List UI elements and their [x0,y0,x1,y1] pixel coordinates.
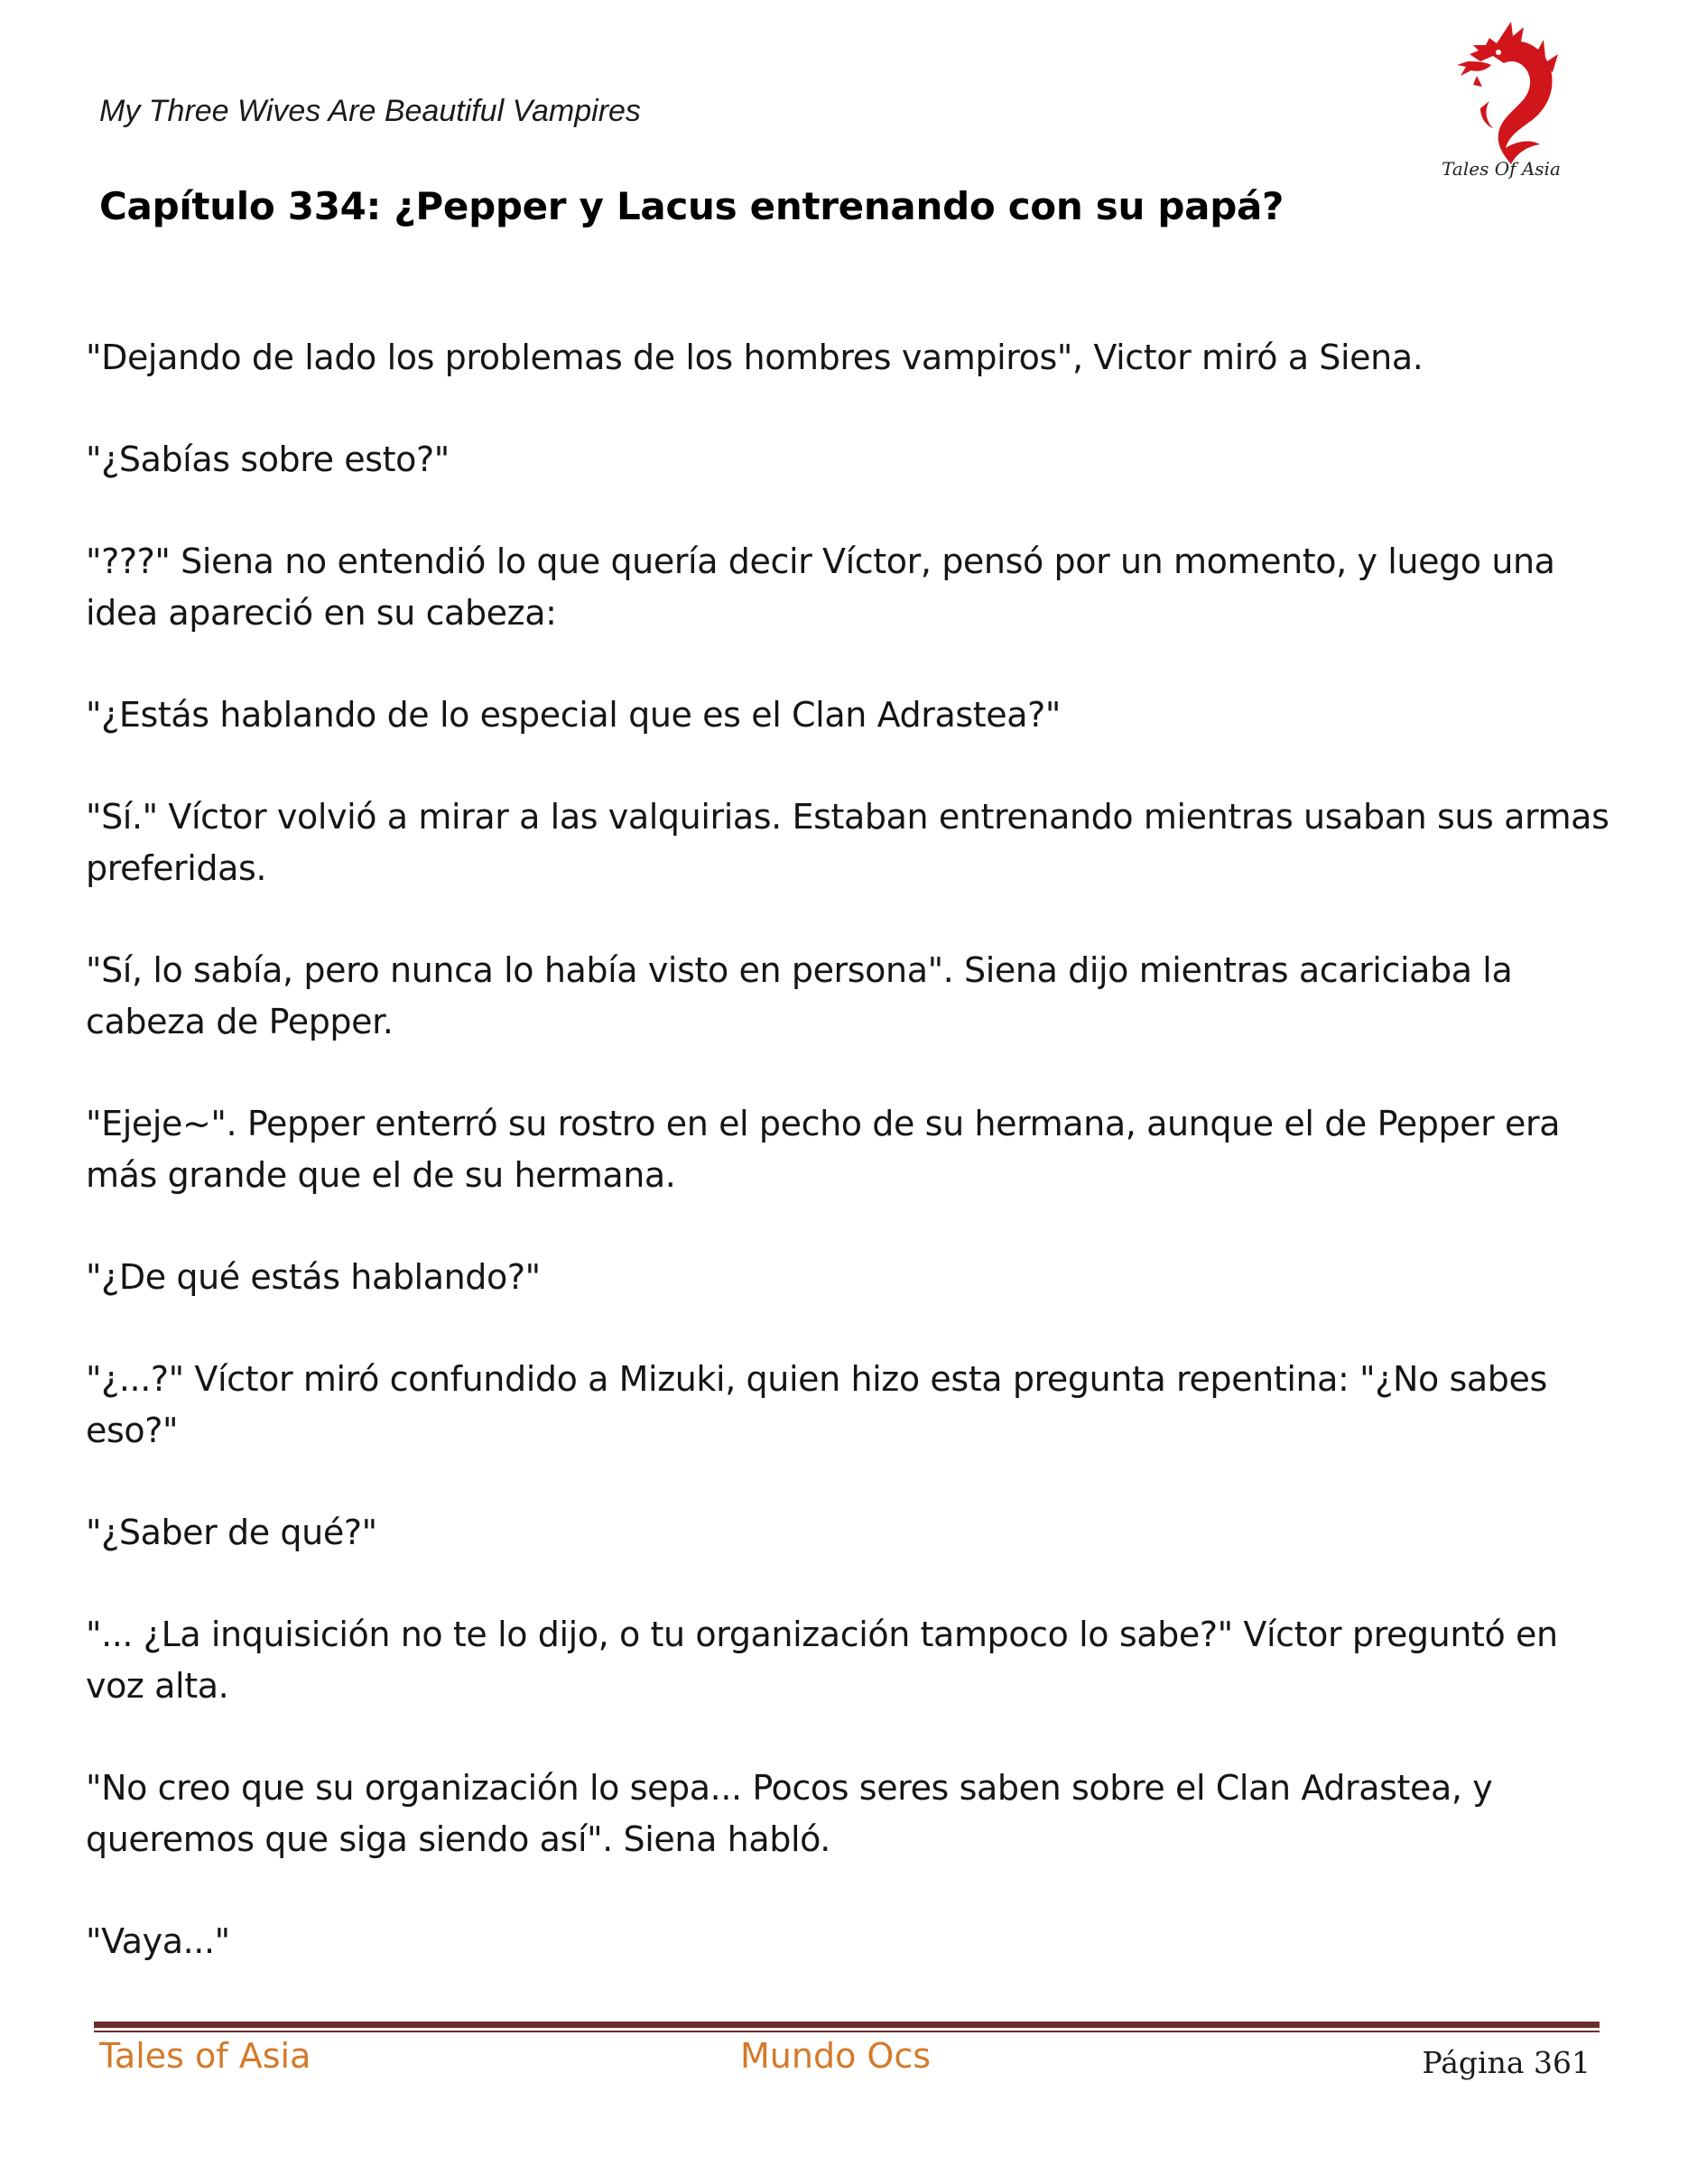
paragraph: "Sí, lo sabía, pero nunca lo había visto en persona". Siena dijo mientras acariciaba la cabeza de Pepper. [86,950,1513,1041]
paragraph: "¿...?" Víctor miró confundido a Mizuki, quien hizo esta pregunta repentina: "¿No sabes eso?" [86,1359,1547,1450]
paragraph: "¿Sabías sobre esto?" [86,440,450,479]
paragraph: "Dejando de lado los problemas de los hombres vampiros", Victor miró a Siena. [86,338,1424,377]
series-title: My Three Wives Are Beautiful Vampires [99,94,641,128]
paragraph: "Sí." Víctor volvió a mirar a las valquirias. Estaban entrenando mientras usaban sus armas preferidas. [86,797,1609,888]
paragraph: "¿De qué estás hablando?" [86,1257,541,1297]
dragon-logo-icon [1433,20,1569,182]
paragraph: "???" Siena no entendió lo que quería decir Víctor, pensó por un momento, y luego una idea apareció en su cabeza: [86,541,1555,633]
paragraph: "... ¿La inquisición no te lo dijo, o tu organización tampoco lo sabe?" Víctor preguntó en voz alta. [86,1615,1558,1706]
footer-divider-thin [94,2031,1600,2032]
footer-translator: Mundo Ocs [740,2036,932,2076]
paragraph: "¿Saber de qué?" [86,1513,377,1552]
page-number: Página 361 [1422,2045,1591,2080]
paragraph: "Ejeje~". Pepper enterró su rostro en el pecho de su hermana, aunque el de Pepper era más grande que el de su hermana. [86,1104,1561,1195]
chapter-body [86,332,1620,2018]
paragraph: "No creo que su organización lo sepa... Pocos seres saben sobre el Clan Adrastea, y queremos que siga siendo así". Siena habló. [86,1768,1493,1859]
logo-text: Tales Of Asia [1442,158,1561,180]
paragraph: "Vaya..." [86,1921,230,1961]
footer-site-name: Tales of Asia [99,2036,311,2076]
paragraph: "¿Estás hablando de lo especial que es el Clan Adrastea?" [86,695,1061,735]
chapter-title: Capítulo 334: ¿Pepper y Lacus entrenando con su papá? [99,184,1285,228]
footer-divider [94,2022,1600,2028]
